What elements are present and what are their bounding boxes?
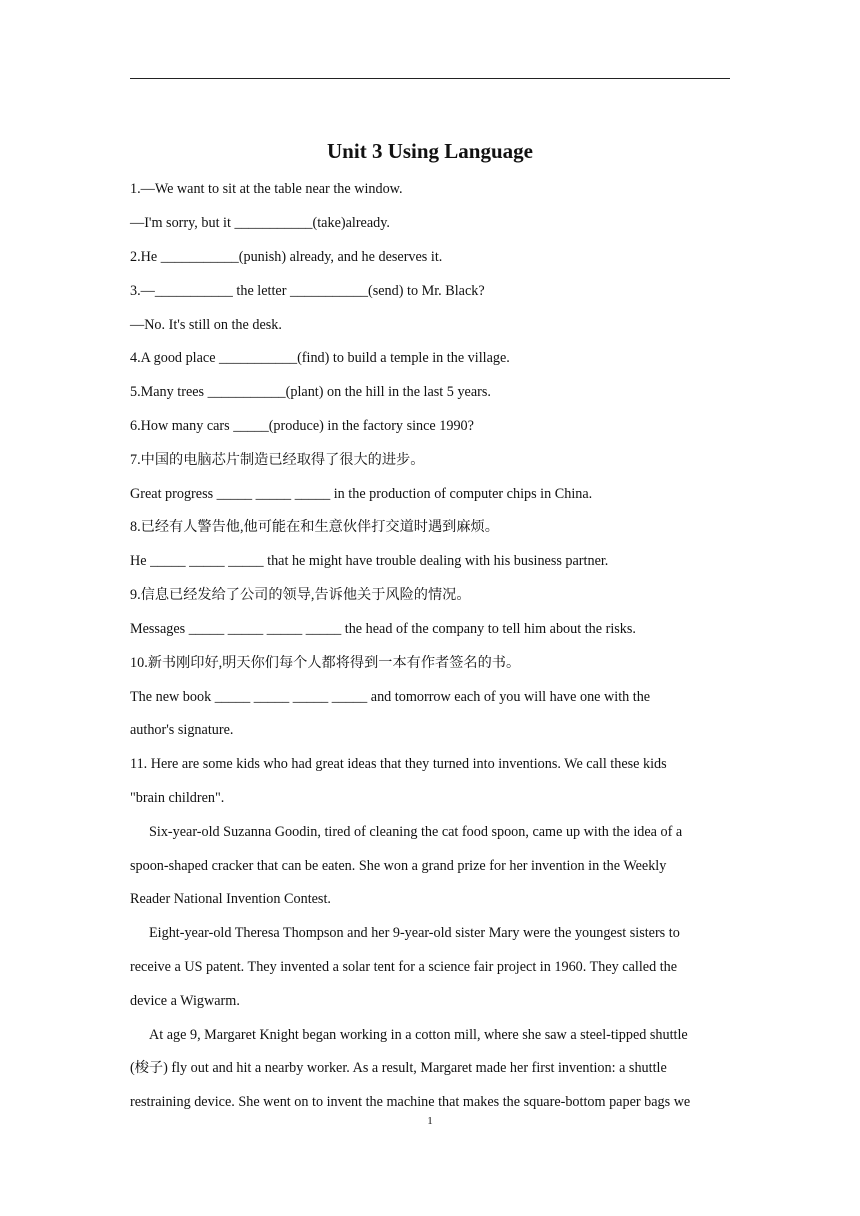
q8-english: He _____ _____ _____ that he might have trouble dealing with his business partner. (130, 553, 609, 569)
q9-chinese: 9.信息已经发给了公司的领导,告诉他关于风险的情况。 (130, 587, 471, 603)
q3-prompt: 3.—___________ the letter ___________(send) to Mr. Black? (130, 283, 485, 299)
passage-paragraph: Eight-year-old Theresa Thompson and her 9-year-old sister Mary were the youngest sisters to (149, 925, 680, 941)
q10-chinese: 10.新书刚印好,明天你们每个人都将得到一本有作者签名的书。 (130, 655, 521, 671)
q3-response: —No. It's still on the desk. (130, 317, 282, 333)
q6: 6.How many cars _____(produce) in the factory since 1990? (130, 418, 474, 434)
q2: 2.He ___________(punish) already, and he deserves it. (130, 249, 443, 265)
passage-line: spoon-shaped cracker that can be eaten. She won a grand prize for her invention in the Weekly (130, 858, 667, 874)
q1-response: —I'm sorry, but it ___________(take)already. (130, 215, 390, 231)
q9-english: Messages _____ _____ _____ _____ the head of the company to tell him about the risks. (130, 621, 636, 637)
passage-paragraph: Six-year-old Suzanna Goodin, tired of cleaning the cat food spoon, came up with the idea of a (149, 824, 683, 840)
passage-line: receive a US patent. They invented a solar tent for a science fair project in 1960. They called the (130, 959, 678, 975)
passage-line: (梭子) fly out and hit a nearby worker. As a result, Margaret made her first invention: a shuttle (130, 1060, 667, 1076)
q8-chinese: 8.已经有人警告他,他可能在和生意伙伴打交道时遇到麻烦。 (130, 519, 499, 535)
passage-line: device a Wigwarm. (130, 993, 240, 1009)
q10-english: The new book _____ _____ _____ _____ and tomorrow each of you will have one with the (130, 689, 651, 705)
passage-line: Reader National Invention Contest. (130, 891, 331, 907)
page-number: 1 (427, 1115, 433, 1127)
q11-intro-cont: "brain children". (130, 790, 225, 806)
q10-english-cont: author's signature. (130, 722, 234, 738)
passage-paragraph: At age 9, Margaret Knight began working in a cotton mill, where she saw a steel-tipped shuttle (149, 1027, 688, 1043)
q7-english: Great progress _____ _____ _____ in the production of computer chips in China. (130, 486, 593, 502)
q11-intro: 11. Here are some kids who had great ideas that they turned into inventions. We call these kids (130, 756, 667, 772)
header-rule (130, 78, 730, 79)
q1-prompt: 1.—We want to sit at the table near the window. (130, 181, 403, 197)
page-title: Unit 3 Using Language (327, 139, 533, 163)
q7-chinese: 7.中国的电脑芯片制造已经取得了很大的进步。 (130, 452, 425, 468)
q5: 5.Many trees ___________(plant) on the hill in the last 5 years. (130, 384, 491, 400)
q4: 4.A good place ___________(find) to build a temple in the village. (130, 350, 510, 366)
passage-line: restraining device. She went on to invent the machine that makes the square-bottom paper bags we (130, 1094, 691, 1110)
